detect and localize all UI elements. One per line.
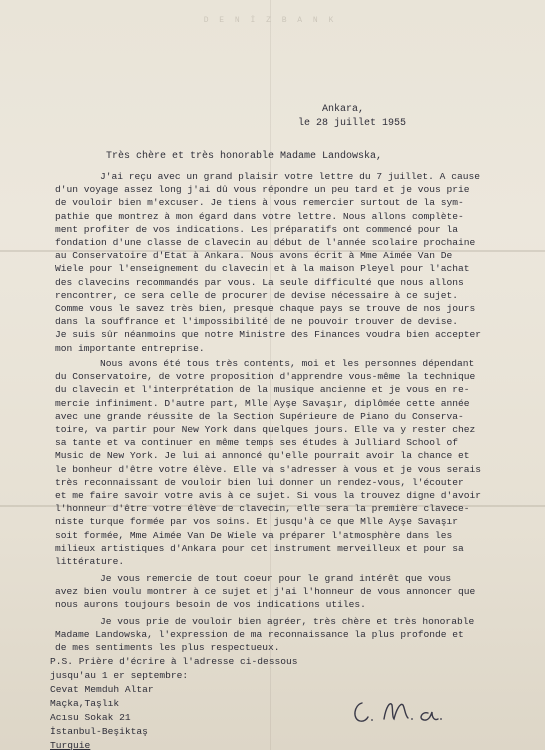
text-line: le bonheur d'être votre élève. Elle va s'adresser à vous et je vous serais bbox=[55, 463, 482, 475]
address-line: Acısu Sokak 21 bbox=[50, 712, 131, 723]
text-line: fondation d'une classe de clavecin au début de l'année scolaire prochaine bbox=[55, 237, 476, 249]
text-line: mercie infiniment. D'autre part, Mlle Ayşe Savaşır, diplômée cette année bbox=[55, 397, 470, 409]
text-line: Madame Landowska, l'expression de ma reconnaissance la plus profonde et bbox=[55, 629, 464, 641]
salutation: Très chère et très honorable Madame Landowska, bbox=[106, 151, 383, 162]
paragraph-3 bbox=[55, 572, 525, 612]
text-line: de vouloir bien m'excuser. Je tiens à vous remercier surtout de la sym- bbox=[55, 197, 464, 209]
text-line: mon importante entreprise. bbox=[55, 342, 205, 354]
text-line: des clavecins recommandés par vous. La seule difficulté que nous allons bbox=[55, 276, 464, 288]
text-line: du clavecin et l'interprétation de la musique ancienne et je vous en re- bbox=[55, 384, 470, 396]
paragraph-1 bbox=[55, 170, 525, 355]
text-line: Comme vous le savez très bien, presque chaque pays se trouve de nos jours bbox=[55, 303, 476, 315]
text-line: rencontrer, ce sera celle de procurer de devise nécessaire à ce sujet. bbox=[55, 289, 459, 301]
date: le 28 juillet 1955 bbox=[298, 118, 407, 129]
text-line: et me faire savoir votre avis à ce sujet. Si vous la trouvez digne d'avoir bbox=[55, 490, 482, 502]
text-line: niste turque formée par vos soins. Et jusqu'à ce que Mlle Ayşe Savaşır bbox=[55, 516, 459, 528]
address-line: Maçka,Taşlık bbox=[50, 698, 120, 709]
text-line: du Conservatoire, de votre proposition d'apprendre vous-même la technique bbox=[55, 371, 476, 383]
text-line: avec une grande réussite de la Section Supérieure de Piano du Conserva- bbox=[55, 410, 464, 422]
text-line: soit formée, Mme Aimée Van De Wiele va préparer l'atmosphère dans les bbox=[55, 529, 453, 541]
text-line: Je vous remercie de tout coeur pour le grand intérêt que vous bbox=[100, 573, 452, 584]
text-line: ment profiter de vos indications. Les préparatifs ont commencé pour la bbox=[55, 223, 459, 235]
text-line: dans la souffrance et l'impossibilité de ne pouvoir trouver de devise. bbox=[55, 316, 459, 328]
address-line: Cevat Memduh Altar bbox=[50, 684, 154, 695]
text-line: Je suis sûr néanmoins que notre Ministre des Finances voudra bien accepter bbox=[55, 329, 482, 341]
place: Ankara, bbox=[322, 104, 365, 115]
postscript-heading: P.S. Prière d'écrire à l'adresse ci-dessous bbox=[50, 656, 298, 667]
text-line: très reconnaissant de vouloir bien lui donner un rendez-vous, l'écouter bbox=[55, 476, 464, 488]
text-line: avez bien voulu montrer à ce sujet et j'ai l'honneur de vous annoncer que bbox=[55, 586, 476, 598]
text-line: nous aurons toujours besoin de vos indications utiles. bbox=[55, 599, 366, 611]
text-line: Wiele pour l'enseignement du clavecin et à la maison Pleyel pour l'achat bbox=[55, 263, 470, 275]
address-line: İstanbul-Beşiktaş bbox=[50, 726, 148, 737]
text-line: Music de New York. Je lui ai annoncé qu'elle pourrait avoir la chance et bbox=[55, 450, 470, 462]
text-line: sa tante et va continuer en même temps ses études à Julliard School of bbox=[55, 437, 459, 449]
text-line: pathie que montrez à mon égard dans votre lettre. Nous allons complète- bbox=[55, 210, 464, 222]
text-line: littérature. bbox=[55, 556, 125, 568]
address-line: Turquie bbox=[50, 740, 91, 750]
faded-letterhead: D E N İ Z B A N K bbox=[203, 16, 337, 25]
text-line: toire, va partir pour New York dans quelques jours. Elle va y rester chez bbox=[55, 424, 476, 436]
text-line: Nous avons été tous très contents, moi et les personnes dépendant bbox=[100, 358, 475, 369]
text-line: milieux artistiques d'Ankara pour cet instrument merveilleux et pour sa bbox=[55, 542, 464, 554]
text-line: au Conservatoire d'Etat à Ankara. Nous avons écrit à Mme Aimée Van De bbox=[55, 250, 453, 262]
text-line: Je vous prie de vouloir bien agréer, très chère et très honorable bbox=[100, 616, 475, 627]
paragraph-2 bbox=[55, 357, 525, 568]
address-line: jusqu'au 1 er septembre: bbox=[50, 670, 189, 681]
text-line: J'ai reçu avec un grand plaisir votre lettre du 7 juillet. A cause bbox=[100, 171, 480, 182]
postscript bbox=[50, 655, 298, 750]
paragraph-4 bbox=[55, 615, 525, 655]
text-line: l'honneur d'être votre élève de clavecin, elle sera la première clavece- bbox=[55, 503, 470, 515]
text-line: d'un voyage assez long j'ai dû vous répondre un peu tard et je vous prie bbox=[55, 184, 470, 196]
handwritten-signature bbox=[350, 693, 460, 727]
text-line: de mes sentiments les plus respectueux. bbox=[55, 642, 280, 654]
